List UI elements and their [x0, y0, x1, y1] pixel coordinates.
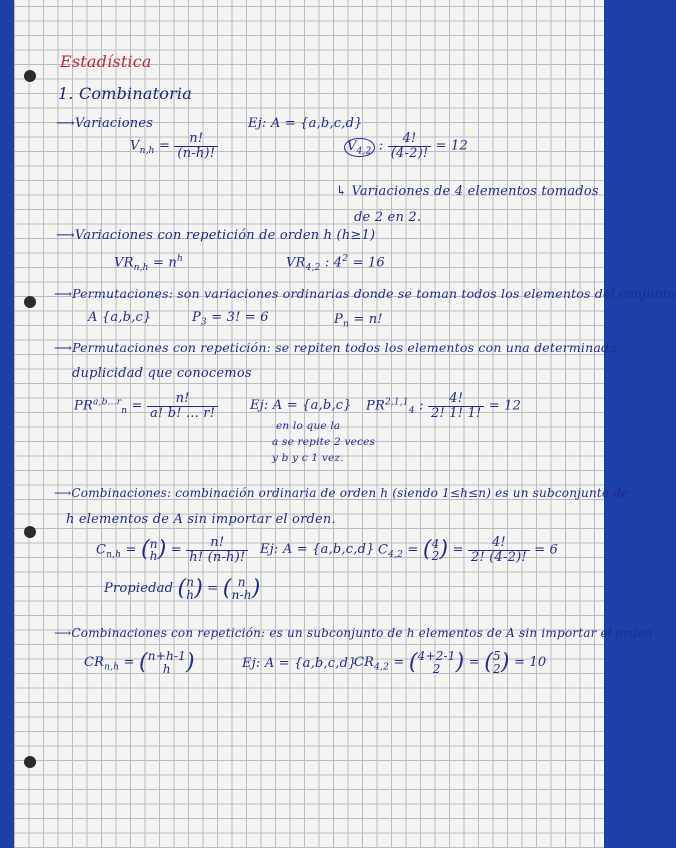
arrow-icon: ⟶: [54, 486, 72, 500]
arrow-icon: ⟶: [56, 116, 75, 131]
combinaciones-heading-2: h elementos de A sin importar el orden.: [66, 512, 336, 527]
permutaciones-rep-note-2: a se repite 2 veces: [272, 436, 376, 448]
combinaciones-heading: ⟶Combinaciones: combinación ordinaria de orden h (siendo 1≤h≤n) es un subconjunto de: [54, 486, 629, 500]
permutaciones-rep-example: PR$^{2,1,1}_4$ : $\frac{4!}{2! 1! 1!}$ = 12: [366, 391, 522, 421]
binder-hole: [24, 526, 36, 538]
binder-hole: [24, 70, 36, 82]
arrow-icon: ⟶: [54, 340, 73, 355]
arrow-icon: ⟶: [56, 228, 75, 243]
permutaciones-pn: $P_n = n$!: [334, 312, 383, 330]
arrow-icon: ⟶: [54, 286, 73, 301]
combinaciones-rep-example: $CR_{4,2}$ = ( 4+2-1 2 ) = ( 5 2 ) = 10: [354, 649, 547, 676]
section-heading: 1. Combinatoria: [58, 84, 192, 103]
combinaciones-rep-example-set: Ej: A = {a,b,c,d}: [242, 656, 357, 671]
permutaciones-rep-formula: $PR^{a,b...r}_n$ = $\frac{n!}{a! b! ... r!}$: [74, 392, 218, 420]
variaciones-example-set: Ej: A = {a,b,c,d}: [248, 116, 363, 131]
binder-holes: [24, 0, 44, 848]
combinaciones-rep-heading: ⟶Combinaciones con repetición: es un subconjunto de h elementos de A sin importar el orden: [54, 626, 653, 640]
combinaciones-example: $C_{4,2}$ = ( 4 2 ) = $\frac{4!}{2! (4-2)!}$ = 6: [378, 535, 559, 565]
combinaciones-property: Propiedad ( n h ) = ( n n-h ): [104, 575, 261, 602]
combinaciones-formula: $C_{n,h}$ = ( n h ) = $\frac{n!}{h! (n-h)!}$: [96, 536, 248, 564]
binder-hole: [24, 756, 36, 768]
binder-hole: [24, 296, 36, 308]
variaciones-example: $V_{4,2}$ : $\frac{4!}{(4-2)!}$ = 12: [344, 132, 468, 160]
combinaciones-rep-formula: $CR_{n,h}$ = ( n+h-1 h ): [84, 649, 195, 676]
variaciones-rep-formula: $VR_{n,h} = n^h$: [114, 254, 183, 273]
variaciones-note-2: de 2 en 2.: [354, 210, 422, 225]
permutaciones-rep-heading-2: duplicidad que conocemos: [72, 366, 252, 381]
page-title: Estadística: [60, 52, 152, 71]
permutaciones-rep-heading: ⟶Permutaciones con repetición: se repiten todos los elementos con una determinada: [54, 340, 617, 355]
combinaciones-example-set: Ej: A = {a,b,c,d}: [260, 542, 375, 557]
variaciones-heading: [56, 116, 153, 131]
variaciones-rep-heading: ⟶Variaciones con repetición de orden h (h≥1): [56, 228, 376, 243]
return-arrow-icon: ↳: [336, 184, 348, 199]
variaciones-note: ↳ Variaciones de 4 elementos tomados: [336, 184, 599, 199]
permutaciones-rep-note-1: en lo que la: [276, 420, 341, 432]
variaciones-formula: $V_{n,h}$ = $\frac{n!}{(n-h)!}$: [130, 132, 218, 160]
permutaciones-p3: $P_3 = 3$! = 6: [192, 310, 269, 328]
permutaciones-rep-example-set: Ej: A = {a,b,c}: [250, 398, 352, 413]
arrow-icon: ⟶: [54, 626, 72, 640]
notebook-page: [14, 0, 676, 848]
permutaciones-heading: ⟶Permutaciones: son variaciones ordinarias donde se toman todos los elementos del conjunto: [54, 286, 676, 301]
variaciones-rep-example: $VR_{4,2}$ : $4^2 = 16$: [286, 254, 385, 273]
permutaciones-rep-note-3: y b y c 1 vez.: [272, 452, 344, 464]
variaciones-label: Variaciones: [74, 116, 154, 131]
permutaciones-set: A {a,b,c}: [88, 310, 152, 325]
